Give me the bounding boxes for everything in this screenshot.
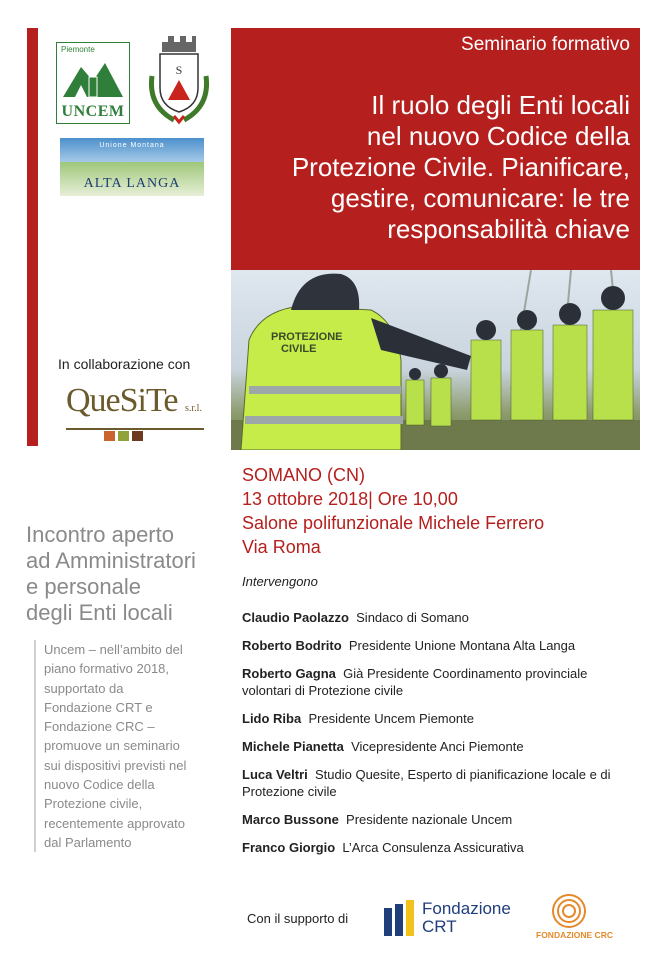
speaker-name: Luca Veltri [242, 767, 308, 782]
crest-letter: S [175, 63, 183, 77]
collaboration-label: In collaborazione con [58, 356, 191, 372]
crt-name: Fondazione CRT [422, 899, 511, 936]
speaker-name: Lido Riba [242, 711, 302, 726]
left-accent-bar [27, 28, 38, 446]
speaker-item [242, 609, 632, 626]
speaker-item [242, 766, 632, 800]
speaker-role: L’Arca Consulenza Assicurativa [342, 840, 524, 855]
queste-suffix: s.r.l. [185, 403, 202, 414]
speakers-heading: Intervengono [242, 574, 318, 589]
crc-rings-icon [536, 892, 602, 930]
speaker-name: Roberto Bodrito [242, 638, 342, 653]
event-details [242, 463, 544, 559]
fondazione-crt-logo [384, 900, 524, 938]
vest-text-1: PROTEZIONE [271, 331, 343, 343]
speaker-item [242, 710, 632, 727]
event-type: Seminario formativo [461, 34, 630, 55]
support-label: Con il supporto di [247, 911, 349, 926]
description-text: Uncem – nell’ambito del piano formativo 2018, supportato da Fondazione CRT e Fondazione CRC – promuove un seminario sui dispositivi previsti nel nuovo Codice della Protezione civile, recentemente approvato dal Parlamento [34, 640, 219, 852]
speaker-name: Claudio Paolazzo [242, 610, 349, 625]
speaker-name: Franco Giorgio [242, 840, 336, 855]
seminar-title: Il ruolo degli Enti locali nel nuovo Codice della Protezione Civile. Pianificare, gestire, comunicare: le tre responsabilità chiave [291, 90, 630, 244]
speaker-item [242, 637, 632, 654]
speaker-role: Già Presidente Coordinamento provinciale volontari di Protezione civile [242, 666, 588, 698]
uncem-name: UNCEM [61, 103, 125, 120]
mountain-icon [63, 61, 123, 97]
civil-protection-photo [231, 270, 640, 450]
speaker-role: Presidente nazionale Uncem [346, 812, 513, 827]
crt-mark-icon [384, 900, 418, 936]
speaker-name: Michele Pianetta [242, 739, 344, 754]
vest-text-2: CIVILE [281, 343, 317, 355]
speaker-item [242, 811, 632, 828]
speaker-name: Roberto Gagna [242, 666, 336, 681]
title-banner [231, 28, 640, 270]
speaker-name: Marco Bussone [242, 812, 339, 827]
crc-name: FONDAZIONE CRC [536, 930, 613, 940]
queste-logo [66, 382, 206, 442]
fondazione-crc-logo [536, 892, 613, 944]
speaker-role: Presidente Uncem Piemonte [308, 711, 474, 726]
municipal-crest-icon [144, 36, 214, 126]
speaker-item [242, 738, 632, 755]
speaker-item [242, 665, 632, 699]
speaker-item [242, 839, 632, 856]
audience-headline: Incontro aperto ad Amministratori e personale degli Enti locali [26, 522, 196, 625]
uncem-logo [56, 42, 130, 124]
alta-langa-top-text: Unione Montana [99, 142, 165, 149]
speaker-role: Vicepresidente Anci Piemonte [351, 739, 524, 754]
speaker-role: Sindaco di Somano [356, 610, 469, 625]
event-date-time: 13 ottobre 2018| Ore 10,00 [242, 489, 458, 509]
alta-langa-logo [60, 138, 204, 196]
speaker-role: Presidente Unione Montana Alta Langa [348, 638, 576, 653]
event-address: Via Roma [242, 537, 321, 557]
volunteers-illustration [231, 270, 640, 450]
uncem-region-text: Piemonte [61, 45, 95, 54]
event-place: SOMANO (CN) [242, 465, 365, 485]
speakers-list [242, 609, 632, 867]
alta-langa-name: ALTA LANGA [83, 176, 181, 191]
event-venue: Salone polifunzionale Michele Ferrero [242, 513, 545, 533]
speaker-role: Studio Quesite, Esperto di pianificazione locale e di Protezione civile [242, 767, 611, 799]
queste-wordmark: QueSiTe s.r.l. [66, 382, 202, 419]
